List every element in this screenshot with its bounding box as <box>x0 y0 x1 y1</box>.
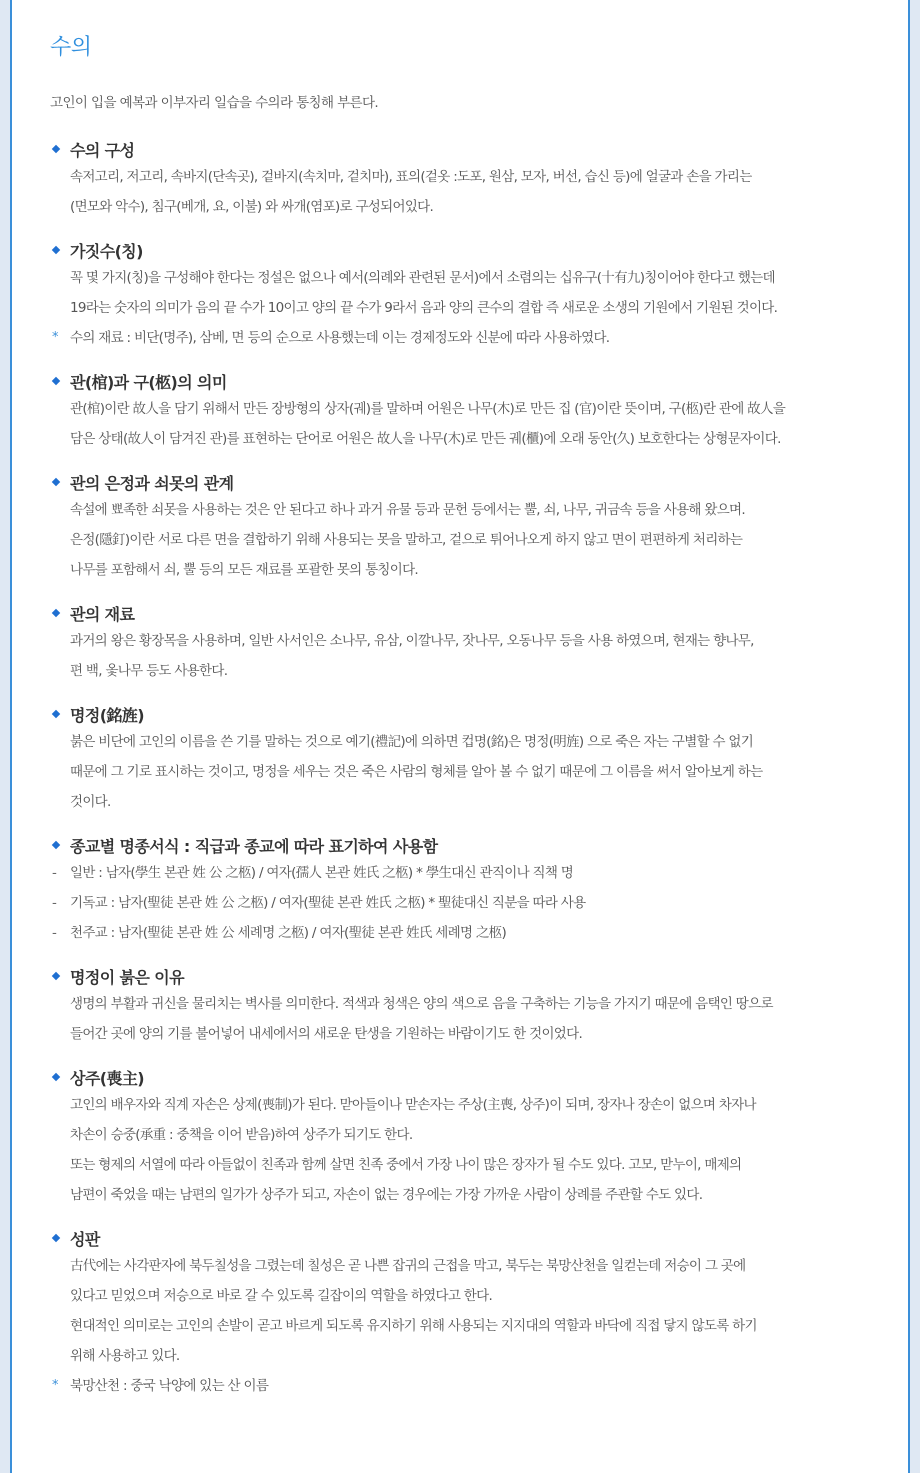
section-heading <box>50 469 880 495</box>
diamond-bullet-icon <box>52 972 60 980</box>
diamond-bullet-icon <box>52 145 60 153</box>
diamond-bullet-icon <box>52 246 60 254</box>
dash-marker: - <box>52 895 57 911</box>
diamond-bullet-icon <box>52 478 60 486</box>
intro-text: 고인이 입을 예복과 이부자리 일습을 수의라 통칭해 부른다. <box>50 95 379 111</box>
section-list <box>50 136 880 1416</box>
body-text-line: 나무를 포함해서 쇠, 뿔 등의 모든 재료를 포괄한 못의 통칭이다. <box>70 562 419 578</box>
body-text-line: 古代에는 사각판자에 북두칠성을 그렸는데 칠성은 곧 나쁜 잡귀의 근접을 막고, 북두는 북망산천을 일컫는데 저승이 그 곳에 <box>70 1258 746 1274</box>
section <box>50 368 880 454</box>
dash-marker: - <box>52 925 57 941</box>
diamond-bullet-icon <box>52 377 60 385</box>
footnote-text: 북망산천 : 중국 낙양에 있는 산 이름 <box>70 1378 269 1394</box>
section <box>50 1064 880 1210</box>
body-text-line: 현대적인 의미로는 고인의 손발이 곧고 바르게 되도록 유지하기 위해 사용되는 지지대의 역할과 바닥에 직접 닿지 않도록 하기 <box>70 1318 757 1334</box>
body-text-line: 은정(隱釘)이란 서로 다른 면을 결합하기 위해 사용되는 못을 말하고, 겉으로 튀어나오게 하지 않고 면이 편편하게 처리하는 <box>70 532 743 548</box>
body-text-line: 관(棺)이란 故人을 담기 위해서 만든 장방형의 상자(궤)를 말하며 어원은 나무(木)로 만든 집 (官)이란 뜻이며, 구(柩)란 관에 故人을 <box>70 401 786 417</box>
body-text-line: 생명의 부활과 귀신을 물리치는 벽사를 의미한다. 적색과 청색은 양의 색으로 음을 구축하는 기능을 가지기 때문에 음택인 땅으로 <box>70 996 773 1012</box>
dash-list-item <box>50 918 880 948</box>
body-text-line: 꼭 몇 가지(칭)을 구성해야 한다는 정설은 없으나 예서(의례와 관련된 문서)에서 소렴의는 십유구(十有九)칭이어야 한다고 했는데 <box>70 270 775 286</box>
body-text-line: 고인의 배우자와 직계 자손은 상제(喪制)가 된다. 맏아들이나 맏손자는 주상(主喪, 상주)이 되며, 장자나 장손이 없으며 차자나 <box>70 1097 756 1113</box>
section <box>50 136 880 222</box>
section-title: 종교별 명종서식 : 직급과 종교에 따라 표기하여 사용함 <box>70 836 438 856</box>
page-title: 수의 <box>50 35 92 60</box>
section-heading <box>50 368 880 394</box>
body-text-line: 차손이 승중(承重 : 중책을 이어 받음)하여 상주가 되기도 한다. <box>70 1127 413 1143</box>
dash-list-item <box>50 858 880 888</box>
footnote <box>50 1371 880 1401</box>
body-text-line: 것이다. <box>70 794 111 810</box>
diamond-bullet-icon <box>52 710 60 718</box>
body-text-line: 위해 사용하고 있다. <box>70 1348 180 1364</box>
section <box>50 701 880 817</box>
section-title: 관의 은정과 쇠못의 관계 <box>70 473 234 493</box>
section-title: 상주(喪主) <box>70 1068 144 1088</box>
diamond-bullet-icon <box>52 841 60 849</box>
dash-marker: - <box>52 865 57 881</box>
body-text-line: 속저고리, 저고리, 속바지(단속곳), 겉바지(속치마, 겉치마), 표의(겉옷 :도포, 원삼, 모자, 버선, 습신 등)에 얼굴과 손을 가리는 <box>70 169 752 185</box>
section-heading <box>50 1225 880 1251</box>
section-heading <box>50 963 880 989</box>
asterisk-marker: * <box>52 1378 58 1393</box>
section-title: 가짓수(칭) <box>70 241 143 261</box>
section <box>50 237 880 353</box>
section-title: 관(棺)과 구(柩)의 의미 <box>70 372 227 392</box>
section-heading <box>50 1064 880 1090</box>
footnote <box>50 323 880 353</box>
body-text-line: 또는 형제의 서열에 따라 아들없이 친족과 함께 살면 친족 중에서 가장 나이 많은 장자가 될 수도 있다. 고모, 맏누이, 매제의 <box>70 1157 742 1173</box>
body-text-line: 속설에 뾰족한 쇠못을 사용하는 것은 안 된다고 하나 과거 유물 등과 문헌 등에서는 뿔, 쇠, 나무, 귀금속 등을 사용해 왔으며. <box>70 502 745 518</box>
diamond-bullet-icon <box>52 609 60 617</box>
section <box>50 469 880 585</box>
body-text-line: 담은 상태(故人이 담겨진 관)를 표현하는 단어로 어원은 故人을 나무(木)로 만든 궤(櫃)에 오래 동안(久) 보호한다는 상형문자이다. <box>70 431 781 447</box>
section <box>50 1225 880 1401</box>
section-title: 수의 구성 <box>70 140 135 160</box>
section-heading <box>50 237 880 263</box>
section <box>50 600 880 686</box>
section <box>50 963 880 1049</box>
section-title: 명정이 붉은 이유 <box>70 967 184 987</box>
body-text-line: 있다고 믿었으며 저승으로 바로 갈 수 있도록 길잡이의 역할을 하였다고 한다. <box>70 1288 493 1304</box>
section-heading <box>50 832 880 858</box>
section-heading <box>50 136 880 162</box>
body-text-line: 때문에 그 기로 표시하는 것이고, 명정을 세우는 것은 죽은 사람의 형체를 알아 볼 수 없기 때문에 그 이름을 써서 알아보게 하는 <box>70 764 763 780</box>
section-title: 명정(銘旌) <box>70 705 144 725</box>
section-title: 관의 재료 <box>70 604 135 624</box>
body-text-line: (면모와 악수), 침구(베개, 요, 이불) 와 싸개(염포)로 구성되어있다. <box>70 199 434 215</box>
body-text-line: 편 백, 옻나무 등도 사용한다. <box>70 663 228 679</box>
body-text-line: 붉은 비단에 고인의 이름을 쓴 기를 말하는 것으로 예기(禮記)에 의하면 컵명(銘)은 명정(明旌) 으로 죽은 자는 구별할 수 없기 <box>70 734 754 750</box>
body-text-line: 남편이 죽었을 때는 남편의 일가가 상주가 되고, 자손이 없는 경우에는 가장 가까운 사람이 상례를 주관할 수도 있다. <box>70 1187 703 1203</box>
section-heading <box>50 600 880 626</box>
body-text-line: 들어간 곳에 양의 기를 불어넣어 내세에서의 새로운 탄생을 기원하는 바람이기도 한 것이었다. <box>70 1026 583 1042</box>
diamond-bullet-icon <box>52 1234 60 1242</box>
dash-item-text: 기독교 : 남자(聖徒 본관 姓 公 之柩) / 여자(聖徒 본관 姓氏 之柩) * 聖徒대신 직분을 따라 사용 <box>70 895 586 911</box>
diamond-bullet-icon <box>52 1073 60 1081</box>
asterisk-marker: * <box>52 330 58 345</box>
footnote-text: 수의 재료 : 비단(명주), 삼베, 면 등의 순으로 사용했는데 이는 경제정도와 신분에 따라 사용하였다. <box>70 330 610 346</box>
dash-list-item <box>50 888 880 918</box>
section-heading <box>50 701 880 727</box>
body-text-line: 19라는 숫자의 의미가 음의 끝 수가 10이고 양의 끝 수가 9라서 음과 양의 큰수의 결합 즉 새로운 소생의 기원에서 기원된 것이다. <box>70 300 778 316</box>
dash-item-text: 일반 : 남자(學生 본관 姓 公 之柩) / 여자(孺人 본관 姓氏 之柩) * 學生대신 관직이나 직책 명 <box>70 865 574 881</box>
dash-item-text: 천주교 : 남자(聖徒 본관 姓 公 세례명 之柩) / 여자(聖徒 본관 姓氏 세례명 之柩) <box>70 925 507 941</box>
section <box>50 832 880 948</box>
body-text-line: 과거의 왕은 황장목을 사용하며, 일반 사서인은 소나무, 유삼, 이깔나무, 잣나무, 오동나무 등을 사용 하였으며, 현재는 향나무, <box>70 633 754 649</box>
section-title: 성판 <box>70 1229 100 1249</box>
